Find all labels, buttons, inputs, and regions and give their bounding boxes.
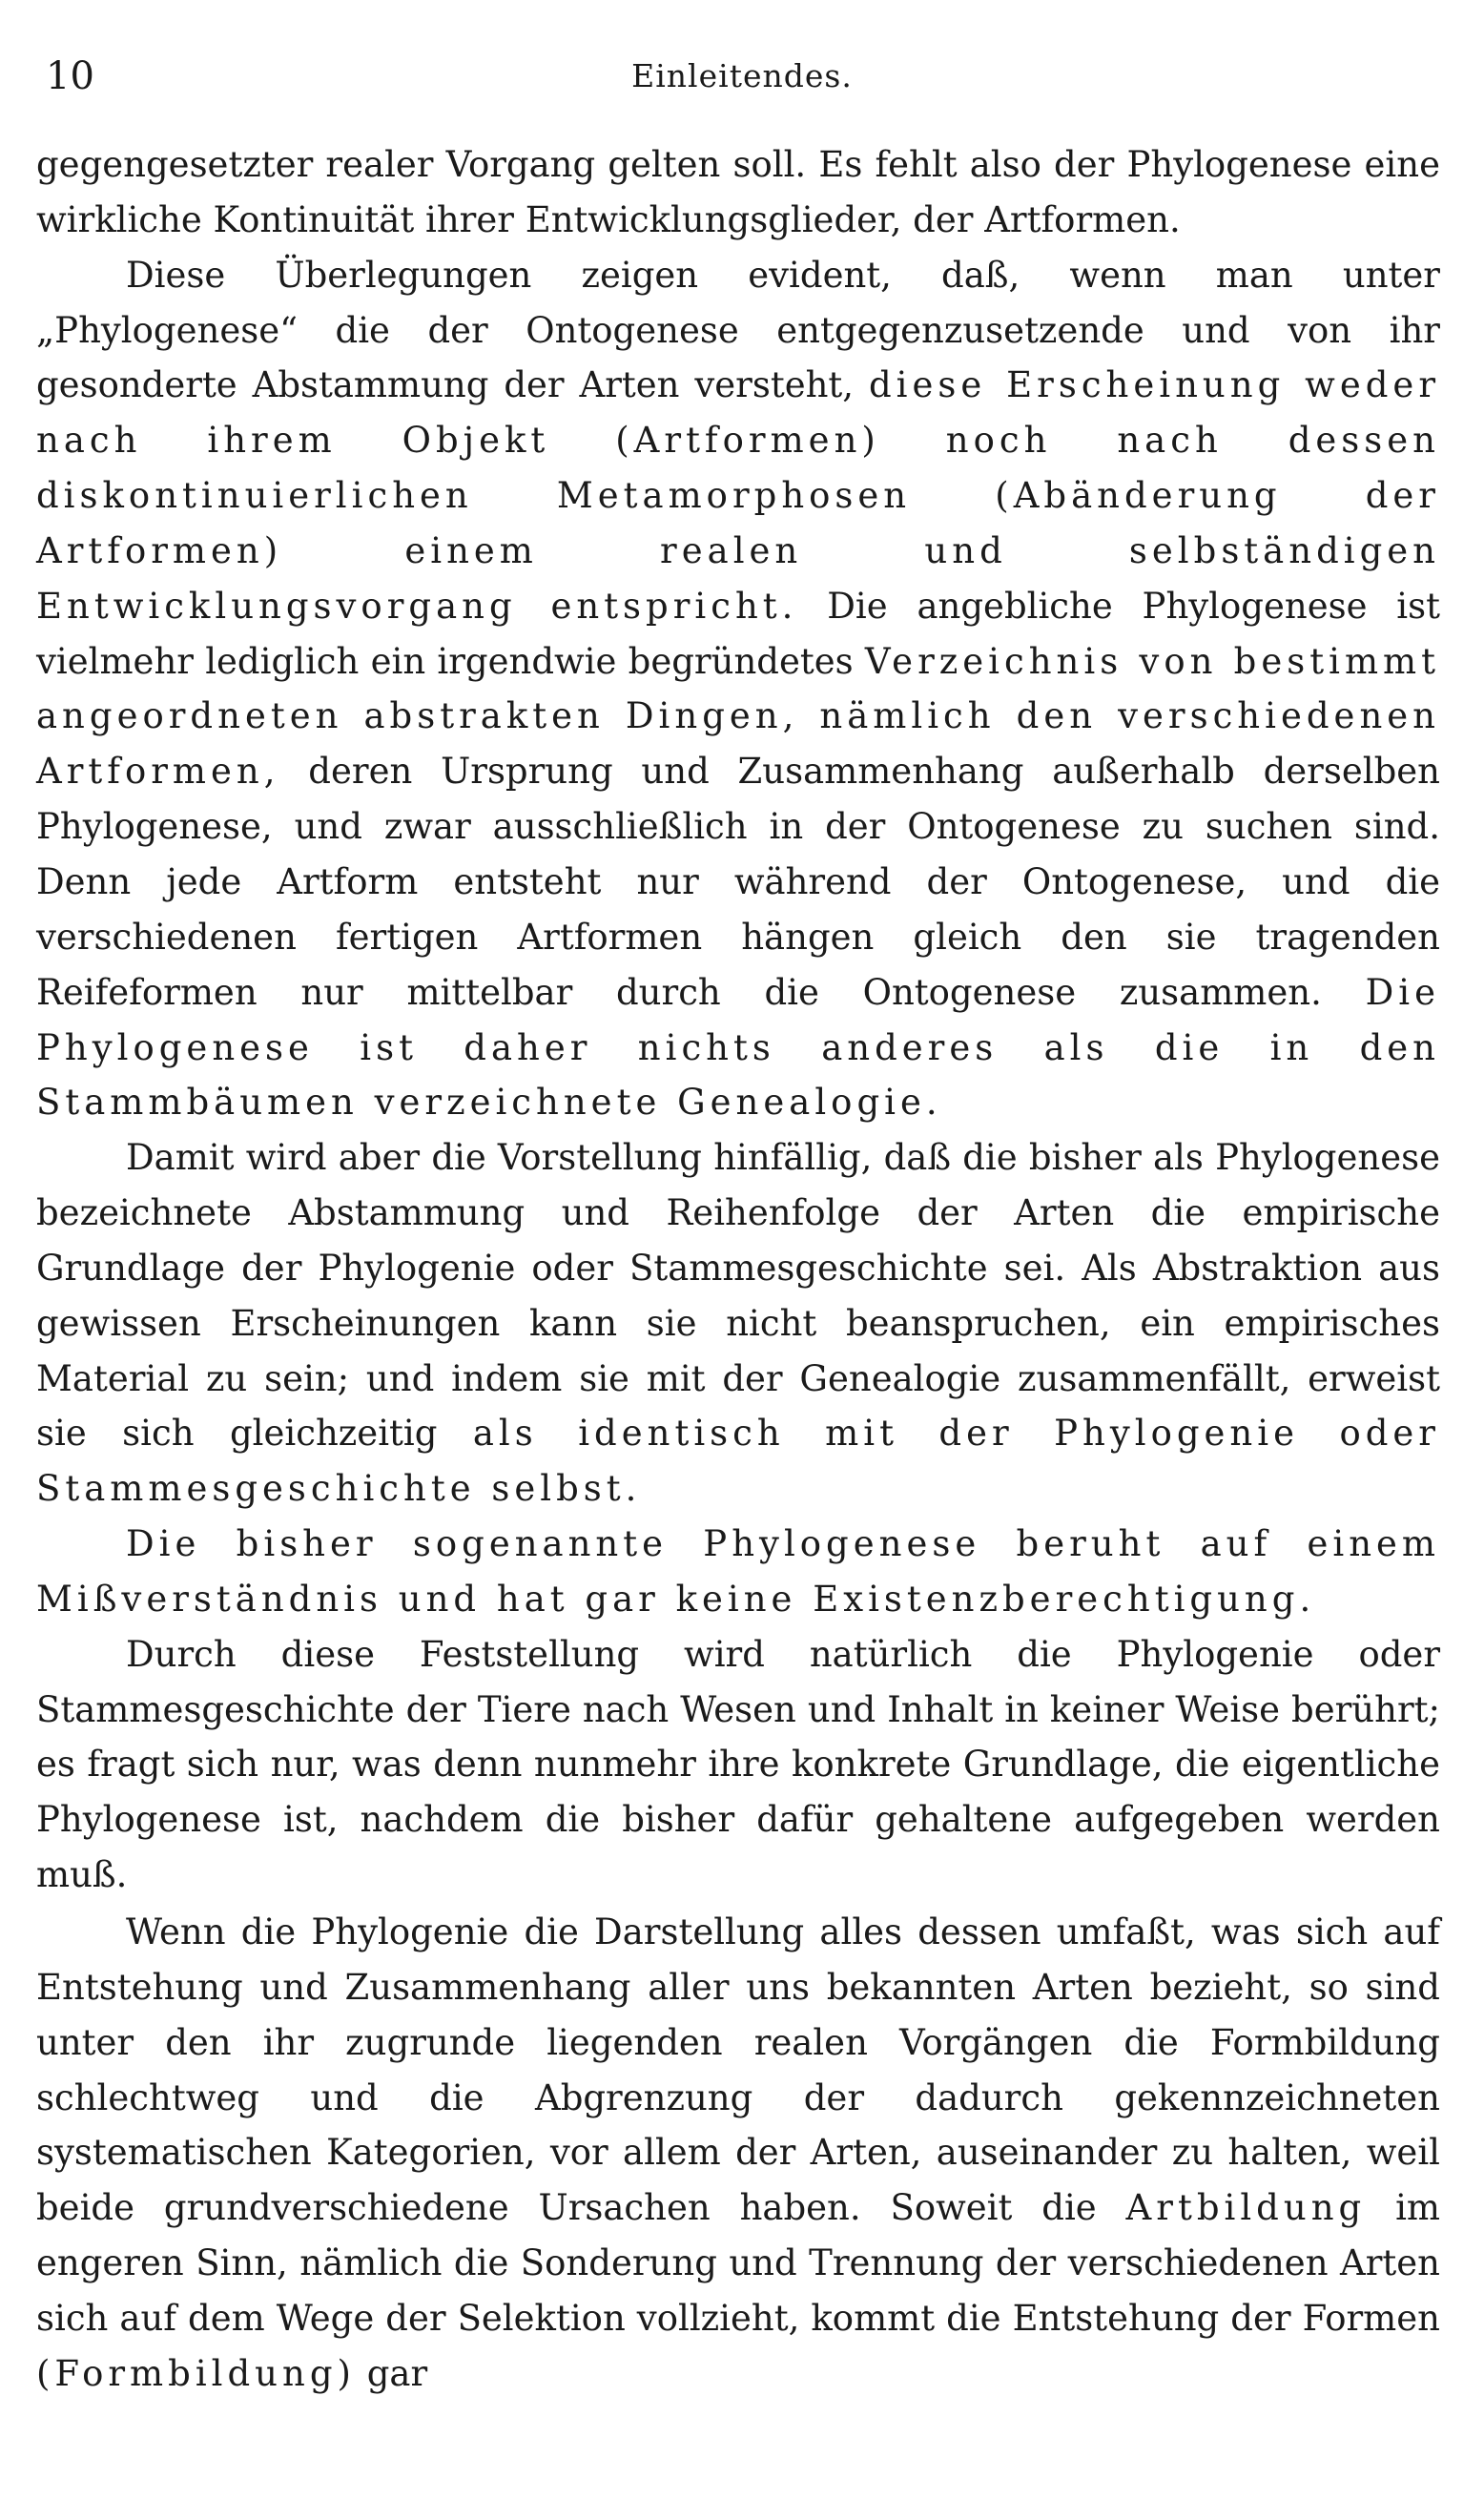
- text-run: Die angebliche Phylogenese ist vielmehr lediglich ein irgendwie begründetes: [36, 585, 1440, 682]
- spaced-emphasis: Artbildung: [1125, 2187, 1367, 2229]
- paragraph: [36, 1517, 1440, 1627]
- text-run: deren Ursprung und Zusammenhang außerhalb derselben Phylogenese, und zwar ausschließlich in der Ontogenese zu suchen sind. Denn jede Artform entsteht nur während der Ontogenese, und die verschiedenen fertigen Artformen hängen gleich den sie tragenden Reifeformen nur mittelbar durch die Ontogenese zusammen.: [36, 751, 1440, 1013]
- paragraph: [36, 1130, 1440, 1517]
- paragraph: [36, 248, 1440, 1131]
- text-run: gar: [355, 2352, 428, 2394]
- page-number: 10: [46, 54, 94, 98]
- spaced-emphasis: als identisch mit der Phylogenie oder Stammesgeschichte selbst.: [36, 1413, 1440, 1510]
- text-run: Wenn die Phylogenie die Darstellung alles dessen umfaßt, was sich auf Entstehung und Zusammenhang aller uns bekannten Arten bezieht, so sind unter den ihr zugrunde liegenden realen Vorgängen die Formbildung schlechtweg und die Abgrenzung der dadurch gekennzeichneten systematischen Kategorien, vor allem der Arten, auseinander zu halten, weil beide grundverschiedene Ursachen haben. Soweit die: [36, 1911, 1440, 2229]
- spaced-emphasis: (Formbildung): [36, 2352, 356, 2394]
- text-run: Diese Überlegungen zeigen evident, daß, wenn man unter „Phylogenese“ die der Ontogenese entgegenzusetzende und von ihr gesonderte Abstammung der Arten versteht,: [36, 254, 1440, 406]
- spaced-emphasis: Verzeichnis von bestimmt angeordneten abstrakten Dingen, nämlich den verschiedenen Artformen,: [36, 640, 1440, 793]
- spaced-emphasis: diese Erscheinung weder nach ihrem Objekt (Artformen) noch nach dessen diskontinuierlichen Metamorphosen (Abänderung der Artformen) einem realen und selbständigen Entwicklungsvorgang entspricht.: [36, 364, 1440, 627]
- paragraph: [36, 1627, 1440, 1903]
- text-run: Durch diese Feststellung wird natürlich die Phylogenie oder Stammesgeschichte der Tiere nach Wesen und Inhalt in keiner Weise berührt; es fragt sich nur, was denn nunmehr ihre konkrete Grundlage, die eigentliche Phylogenese ist, nachdem die bisher dafür gehaltene aufgegeben werden muß.: [36, 1633, 1440, 1896]
- text-run: gegengesetzter realer Vorgang gelten soll. Es fehlt also der Phylogenese eine wirkliche Kontinuität ihrer Entwicklungsglieder, der Artformen.: [36, 144, 1440, 240]
- spaced-emphasis: Die bisher sogenannte Phylogenese beruht auf einem Mißverständnis und hat gar keine Existenzberechtigung.: [36, 1523, 1440, 1620]
- text-run: Damit wird aber die Vorstellung hinfällig, daß die bisher als Phylogenese bezeichnete Abstammung und Reihenfolge der Arten die empirische Grundlage der Phylogenie oder Stammesgeschichte sei. Als Abstraktion aus gewissen Erscheinungen kann sie nicht beanspruchen, ein empirisches Material zu sein; und indem sie mit der Genealogie zusammenfällt, erweist sie sich gleichzeitig: [36, 1137, 1440, 1455]
- body-text: [36, 137, 1440, 2402]
- text-run: im engeren Sinn, nämlich die Sonderung und Trennung der verschiedenen Arten sich auf dem Wege der Selektion vollzieht, kommt die Entstehung der Formen: [36, 2187, 1441, 2339]
- page-header: [46, 48, 1438, 105]
- spaced-emphasis: Die Phylogenese ist daher nichts anderes als die in den Stammbäumen verzeichnete Genealogie.: [36, 971, 1440, 1124]
- paragraph: [36, 1905, 1440, 2402]
- running-head: Einleitendes.: [631, 57, 853, 94]
- paragraph-continued: [36, 137, 1440, 248]
